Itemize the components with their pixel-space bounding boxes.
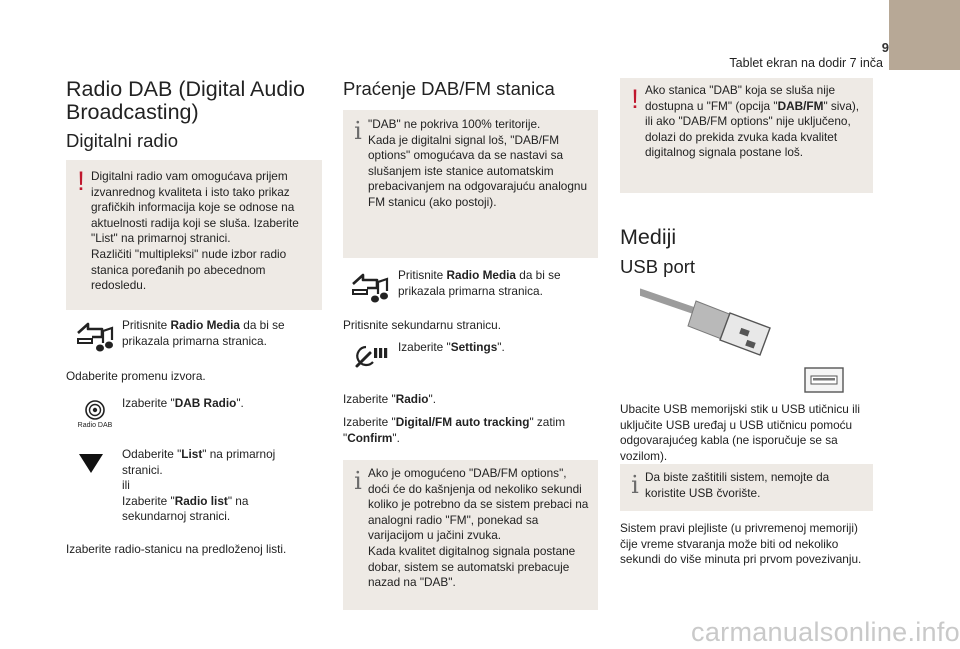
note-text: Ako je omogućeno "DAB/FM options", doći će do kašnjenja od nekoliko sekundi koliko je potrebno da se sistem prebaci na analogni radio "FM", ponekad sa varijacijom u jačini zvuka. Kada kvalitet digitalnog signala postane dobar, sistem se automatski prebacuje nazad na "DAB". <box>368 466 589 590</box>
step-text: da bi se prikazala primarna stranica. <box>398 268 561 298</box>
radio-dab-icon-label: Radio DAB <box>77 422 113 429</box>
step-keyword: DAB Radio <box>174 396 237 410</box>
page-tab <box>889 0 960 70</box>
para-text: ". <box>428 392 436 406</box>
warning-icon: ! <box>631 84 639 114</box>
radio-media-icon <box>350 270 390 310</box>
para-text: Izaberite " <box>343 392 396 406</box>
subsection-usb-port: USB port <box>620 256 696 277</box>
para-text: Izaberite " <box>343 415 396 429</box>
step-text: Pritisnite <box>122 318 171 332</box>
page-number: 9 <box>881 40 889 55</box>
info-icon: i <box>354 117 362 145</box>
paragraph-select-station: Izaberite radio-stanicu na predloženoj listi. <box>66 542 287 556</box>
section-title-dab-fm: Praćenje DAB/FM stanica <box>343 78 555 99</box>
step-text: Izaberite " <box>122 396 175 410</box>
para-keyword: Confirm <box>347 430 393 445</box>
note-keyword: DAB/FM <box>777 98 824 113</box>
info-note-dab-fm-delay <box>343 460 598 610</box>
step-text: Izaberite " <box>398 340 451 354</box>
warning-icon: ! <box>77 166 85 196</box>
step-keyword: List <box>181 447 203 461</box>
paragraph-change-source: Odaberite promenu izvora. <box>66 369 206 383</box>
step-select-dab-radio <box>122 396 322 412</box>
step-press-radio-media <box>398 268 598 299</box>
para-text: " zatim " <box>343 415 566 445</box>
header-title: Tablet ekran na dodir 7 inča <box>729 56 883 70</box>
usb-plug-illustration <box>640 284 850 394</box>
step-keyword: Radio list <box>174 493 228 508</box>
step-keyword: Settings <box>450 340 498 354</box>
settings-icon <box>352 344 388 378</box>
paragraph-playlists: Sistem pravi plejliste (u privremenoj memoriji) čije vreme stvaranja može biti od nekoliko sekundi do više minuta pri prvom povezivanju. <box>620 521 862 567</box>
step-press-radio-media <box>122 318 322 349</box>
step-text: " na primarnoj stranici. ili Izaberite " <box>122 447 276 508</box>
note-text: Da biste zaštitili sistem, nemojte da koristite USB čvorište. <box>645 470 830 500</box>
info-note-usb-hub <box>620 464 873 511</box>
note-text-part: " siva), ili ako "DAB/FM options" nije uključeno, dolazi do prekida zvuka kada kvalitet digitalnog signala postane loš. <box>645 98 860 160</box>
step-select-settings <box>398 340 598 356</box>
step-text: Odaberite " <box>122 447 182 461</box>
note-text-part: Ako stanica "DAB" koja se sluša nije dostupna u "FM" (opcija " <box>645 83 836 113</box>
paragraph-secondary-page: Pritisnite sekundarnu stranicu. <box>343 318 502 332</box>
para-keyword: Digital/FM auto tracking <box>395 415 530 429</box>
info-icon: i <box>354 467 362 495</box>
note-text: "DAB" ne pokriva 100% teritorije. Kada je digitalni signal loš, "DAB/FM options" omogućava da se nastavi sa slušanjem iste stanice automatskim prebacivanjem na odgovarajuću analognu FM stanicu (ako postoji). <box>368 117 588 209</box>
para-keyword: Radio <box>395 392 429 406</box>
step-text: " na sekundarnoj stranici. <box>122 493 249 524</box>
radio-dab-icon <box>70 398 120 434</box>
section-title-media: Mediji <box>620 225 677 249</box>
note-text: Digitalni radio vam omogućava prijem izvanrednog kvaliteta i isto tako prikaz grafičkih informacija koje se odnose na aktuelnosti radija koji se sluša. Izaberite "List" na primarnoj stranici. Različiti "multipleksi" nude izbor radio stanica poređanih po abecednom redosledu. <box>91 169 299 293</box>
step-text: ". <box>497 340 505 354</box>
paragraph-insert-usb: Ubacite USB memorijski stik u USB utičnicu ili uključite USB uređaj u USB utičnicu pomoću odgovarajućeg kabla (ne isporučuje se sa vozilom). <box>620 402 860 463</box>
section-title-dab: Radio DAB (Digital Audio Broadcasting) <box>66 77 306 124</box>
warning-note-digital-radio <box>66 160 322 310</box>
paragraph-select-radio <box>343 392 599 408</box>
step-text: da bi se prikazala primarna stranica. <box>122 318 285 348</box>
info-icon: i <box>631 471 639 499</box>
step-keyword: Radio Media <box>446 268 516 282</box>
step-select-list <box>122 447 322 525</box>
triangle-down-icon <box>78 452 104 474</box>
warning-note-fm-unavailable <box>620 78 873 193</box>
paragraph-auto-tracking <box>343 415 599 446</box>
note-text <box>645 83 865 161</box>
step-text: Pritisnite <box>398 268 447 282</box>
para-text: ". <box>392 430 400 445</box>
info-note-dab-coverage <box>343 110 598 258</box>
watermark: carmanualsonline.info <box>691 617 960 647</box>
step-keyword: Radio Media <box>170 318 240 332</box>
step-text: ". <box>236 396 244 410</box>
radio-media-icon <box>75 319 115 359</box>
subsection-digital-radio: Digitalni radio <box>66 130 179 151</box>
